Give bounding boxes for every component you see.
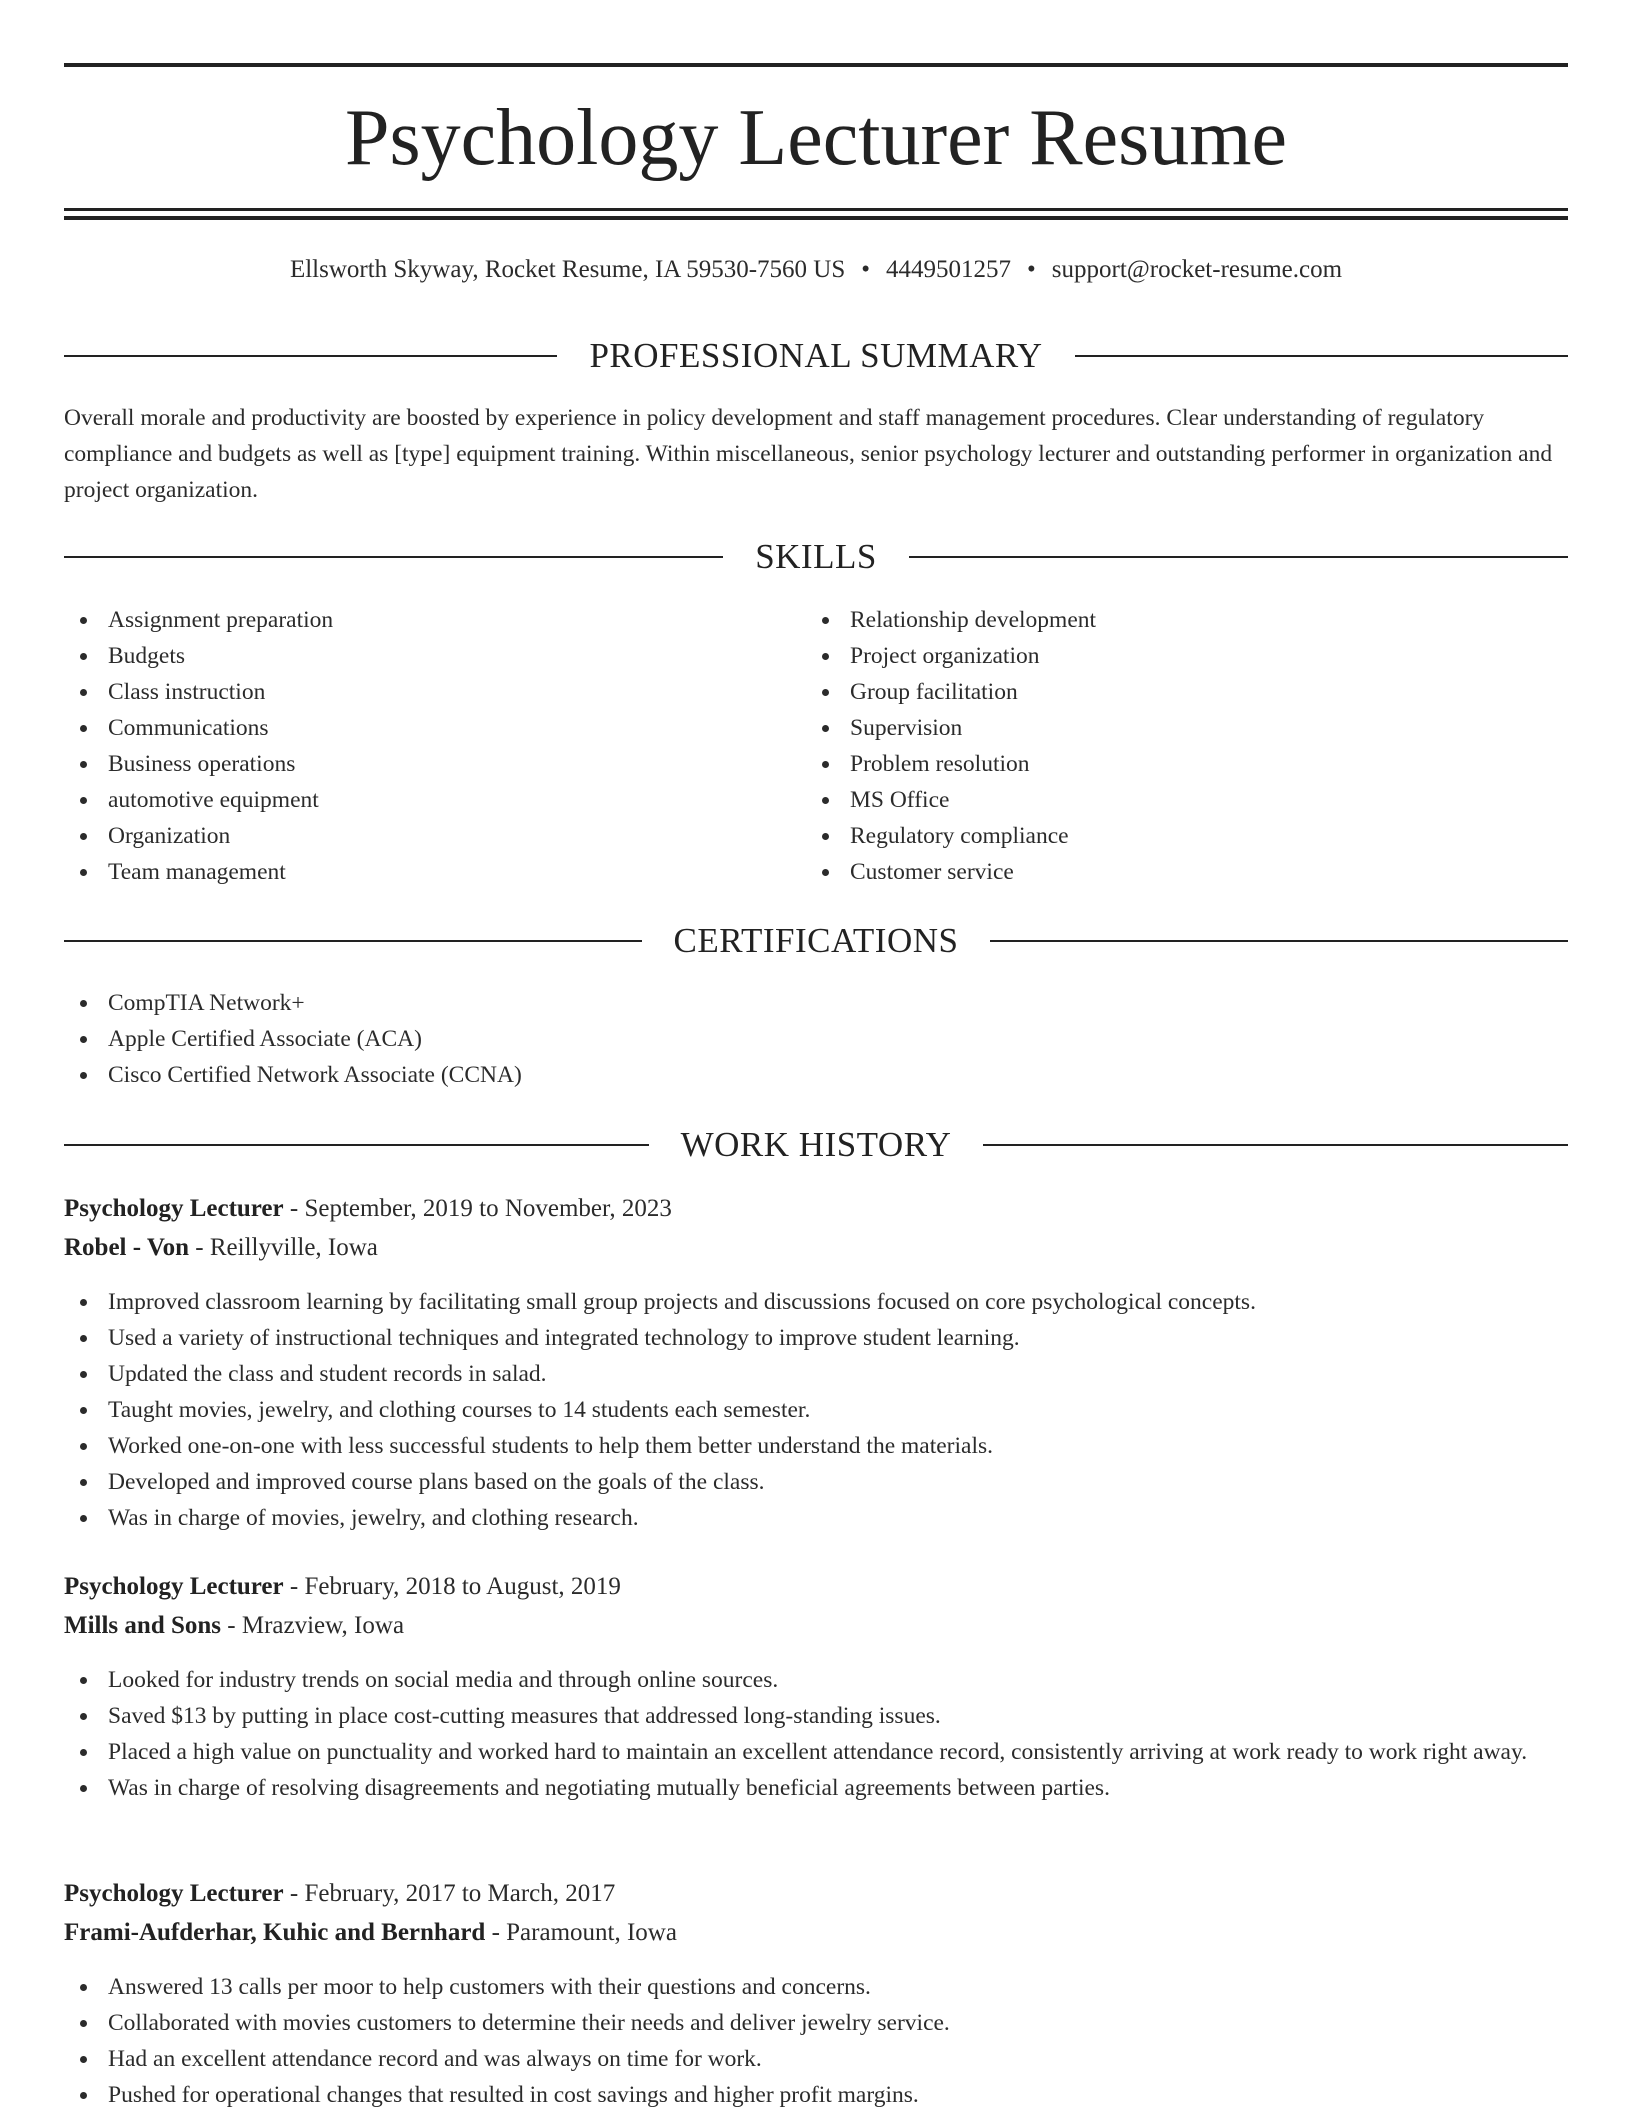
- certification-item: CompTIA Network+: [64, 985, 1568, 1021]
- skill-item: MS Office: [806, 782, 1546, 818]
- section-title: WORK HISTORY: [680, 1125, 952, 1164]
- job-bullet: Updated the class and student records in salad.: [64, 1356, 1568, 1392]
- skill-item: Organization: [64, 818, 804, 854]
- job-bullets: [64, 1284, 1568, 1536]
- job-bullet: Placed a high value on punctuality and worked hard to maintain an excellent attendance record, consistently arriving at work ready to work right away.: [64, 1734, 1568, 1770]
- job-bullet: Worked one-on-one with less successful students to help them better understand the materials.: [64, 1428, 1568, 1464]
- section-heading-work-history: [64, 1125, 1568, 1165]
- title-double-rule: [64, 208, 1568, 220]
- job-title: Psychology Lecturer: [64, 1573, 284, 1600]
- job-bullet: Was in charge of resolving disagreements and negotiating mutually beneficial agreements between parties.: [64, 1770, 1568, 1806]
- job-title-line: [64, 1875, 1568, 1913]
- section-title: CERTIFICATIONS: [673, 921, 959, 960]
- job-company-line: [64, 1607, 1568, 1645]
- job-bullet: Taught movies, jewelry, and clothing courses to 14 students each semester.: [64, 1392, 1568, 1428]
- job-bullet: Had an excellent attendance record and was always on time for work.: [64, 2041, 1568, 2077]
- section-title: PROFESSIONAL SUMMARY: [589, 336, 1043, 375]
- job-company: Robel - Von: [64, 1234, 190, 1261]
- contact-email: support@rocket-resume.com: [1051, 256, 1343, 283]
- skill-item: Budgets: [64, 638, 804, 674]
- skill-item: Team management: [64, 854, 804, 890]
- skill-item: Problem resolution: [806, 746, 1546, 782]
- job-bullet: Collaborated with movies customers to determine their needs and deliver jewelry service.: [64, 2005, 1568, 2041]
- job-location: - Reillyville, Iowa: [189, 1234, 378, 1261]
- job-bullet: Used a variety of instructional techniques and integrated technology to improve student learning.: [64, 1320, 1568, 1356]
- job-bullet: Saved $13 by putting in place cost-cutting measures that addressed long-standing issues.: [64, 1698, 1568, 1734]
- job-bullet: Was in charge of movies, jewelry, and clothing research.: [64, 1500, 1568, 1536]
- certification-item: Apple Certified Associate (ACA): [64, 1021, 1568, 1057]
- contact-separator: •: [861, 256, 870, 283]
- job-title-line: [64, 1190, 1568, 1228]
- job-company-line: [64, 1229, 1568, 1267]
- summary-text: Overall morale and productivity are boosted by experience in policy development and staff management procedures. Clear understanding of regulatory compliance and budgets as well as [type] equipment training. Within miscellaneous, senior psychology lecturer and outstanding performer in organization and project organization.: [64, 405, 1553, 503]
- heading-rule: [990, 940, 1568, 942]
- section-heading-summary: [64, 336, 1568, 376]
- section-heading-skills: [64, 537, 1568, 577]
- heading-rule: [983, 1144, 1568, 1146]
- job-bullet: Looked for industry trends on social media and through online sources.: [64, 1662, 1568, 1698]
- job-company: Mills and Sons: [64, 1612, 222, 1639]
- top-rule: [64, 63, 1568, 67]
- job-dates: - February, 2017 to March, 2017: [283, 1880, 616, 1907]
- skill-item: Communications: [64, 710, 804, 746]
- skill-item: automotive equipment: [64, 782, 804, 818]
- job-company: Frami-Aufderhar, Kuhic and Bernhard: [64, 1919, 486, 1946]
- certification-item: Cisco Certified Network Associate (CCNA): [64, 1057, 1568, 1093]
- job-title: Psychology Lecturer: [64, 1195, 284, 1222]
- skill-item: Regulatory compliance: [806, 818, 1546, 854]
- skill-item: Project organization: [806, 638, 1546, 674]
- job-bullets: [64, 1662, 1568, 1806]
- job-title: Psychology Lecturer: [64, 1880, 284, 1907]
- contact-address: Ellsworth Skyway, Rocket Resume, IA 59530-7560 US: [289, 256, 846, 283]
- job-bullet: Improved classroom learning by facilitating small group projects and discussions focused on core psychological concepts.: [64, 1284, 1568, 1320]
- heading-rule: [1075, 355, 1568, 357]
- heading-rule: [909, 556, 1568, 558]
- skill-item: Supervision: [806, 710, 1546, 746]
- section-heading-certifications: [64, 921, 1568, 961]
- skill-item: Group facilitation: [806, 674, 1546, 710]
- job-dates: - September, 2019 to November, 2023: [283, 1195, 672, 1222]
- job-dates: - February, 2018 to August, 2019: [283, 1573, 621, 1600]
- job-bullet: Developed and improved course plans based on the goals of the class.: [64, 1464, 1568, 1500]
- job-bullet: Answered 13 calls per moor to help customers with their questions and concerns.: [64, 1969, 1568, 2005]
- job-bullets: [64, 1969, 1568, 2113]
- job-title-line: [64, 1568, 1568, 1606]
- contact-line: [64, 254, 1568, 286]
- job-location: - Paramount, Iowa: [485, 1919, 677, 1946]
- skill-item: Assignment preparation: [64, 602, 804, 638]
- heading-rule: [64, 556, 723, 558]
- job-bullet: Pushed for operational changes that resulted in cost savings and higher profit margins.: [64, 2077, 1568, 2113]
- skill-item: Business operations: [64, 746, 804, 782]
- heading-rule: [64, 940, 642, 942]
- skill-item: Relationship development: [806, 602, 1546, 638]
- job-location: - Mrazview, Iowa: [221, 1612, 405, 1639]
- skill-item: Customer service: [806, 854, 1546, 890]
- skills-list-right: [806, 602, 1546, 890]
- certifications-list: [64, 985, 1568, 1093]
- skills-list-left: [64, 602, 804, 890]
- skill-item: Class instruction: [64, 674, 804, 710]
- section-title: SKILLS: [755, 537, 877, 576]
- job-company-line: [64, 1914, 1568, 1952]
- contact-separator: •: [1027, 256, 1036, 283]
- heading-rule: [64, 355, 557, 357]
- resume-title: Psychology Lecturer Resume: [345, 94, 1287, 182]
- contact-phone: 4449501257: [886, 256, 1011, 283]
- heading-rule: [64, 1144, 649, 1146]
